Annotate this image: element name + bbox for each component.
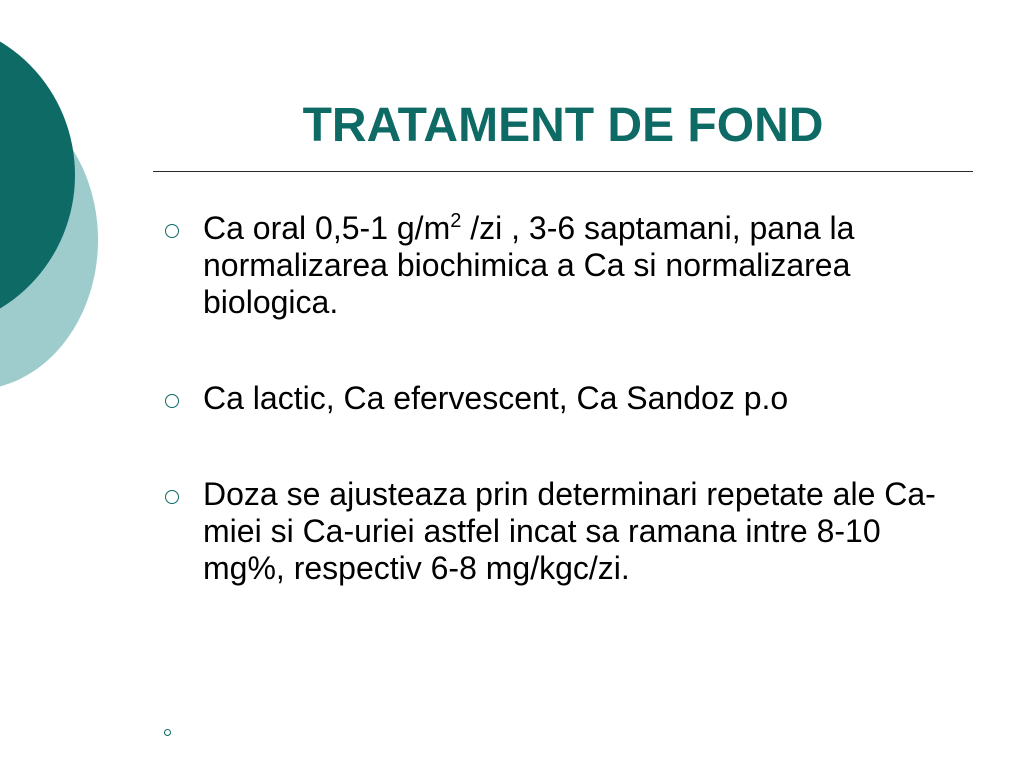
hollow-circle-bullet-icon bbox=[165, 490, 179, 504]
bullet-text: Ca lactic, Ca efervescent, Ca Sandoz p.o bbox=[203, 380, 789, 416]
bullet-item-dose-adjustment bbox=[165, 476, 965, 587]
bullet-item-oral-calcium bbox=[165, 210, 965, 321]
hollow-circle-bullet-icon bbox=[165, 394, 179, 408]
bullet-text: Doza se ajusteaza prin determinari repetate ale Ca-miei si Ca-uriei astfel incat sa ramana intre 8-10 mg%, respectiv 6-8 mg/kgc/zi. bbox=[203, 476, 936, 586]
empty-bullet-icon bbox=[164, 729, 171, 736]
hollow-circle-bullet-icon bbox=[165, 224, 179, 238]
bullet-item-calcium-forms bbox=[165, 380, 965, 417]
bullet-text-part: Ca oral 0,5-1 g/m bbox=[203, 210, 451, 246]
slide-title: TRATAMENT DE FOND bbox=[302, 99, 824, 152]
superscript: 2 bbox=[450, 210, 462, 232]
bullet-text-part: /zi , 3-6 saptamani, pana la normalizarea biochimica a Ca si normalizarea biologica. bbox=[203, 210, 855, 320]
bullet-text bbox=[203, 210, 963, 321]
title-divider bbox=[153, 171, 973, 172]
